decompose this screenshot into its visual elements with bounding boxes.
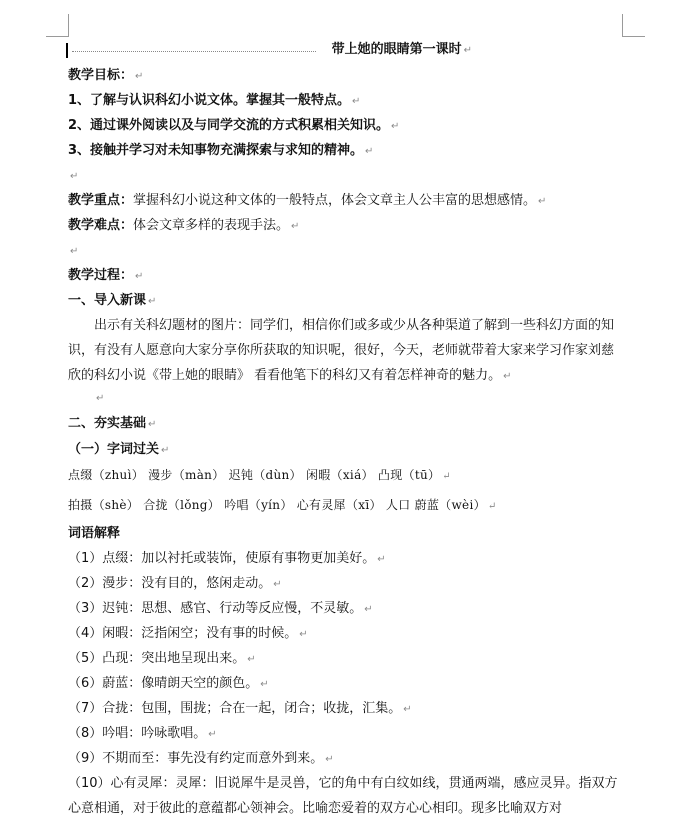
paragraph-mark-icon: ↵: [148, 419, 157, 430]
empty-paragraph: [68, 166, 78, 187]
paragraph-mark-icon: ↵: [377, 554, 386, 565]
paragraph-mark-icon: ↵: [463, 45, 472, 56]
margin-corner-top-left: [46, 14, 69, 37]
glossary-item: （2）漫步：没有目的，悠闲走动。 ↵: [68, 576, 282, 591]
paragraph-mark-icon: ↵: [365, 146, 374, 157]
subsection-heading: （一）字词过关 ↵: [68, 442, 170, 457]
paragraph-mark-icon: ↵: [325, 754, 334, 765]
objective-item: 2、通过课外阅读以及与同学交流的方式积累相关知识。 ↵: [68, 118, 400, 133]
paragraph-mark-icon: ↵: [403, 704, 412, 715]
empty-paragraph: [94, 388, 104, 409]
objective-item: 1、了解与认识科幻小说文体。掌握其一般特点。 ↵: [68, 93, 361, 108]
paragraph-mark-icon: ↵: [260, 679, 269, 690]
paragraph-mark-icon: ↵: [70, 246, 79, 257]
glossary-heading: 词语解释: [68, 526, 121, 541]
glossary-item: （10）心有灵犀：灵犀：旧说犀牛是灵兽，它的角中有白纹如线，贯通两端，感应灵异。指双方心意相通，对于彼此的意蕴都心领神会。比喻恋爱着的双方心心相印。现多比喻双方对: [68, 776, 618, 816]
paragraph-mark-icon: ↵: [208, 729, 217, 740]
paragraph-mark-icon: ↵: [487, 501, 497, 512]
paragraph-mark-icon: ↵: [391, 121, 400, 132]
paragraph-mark-icon: ↵: [135, 271, 144, 282]
objectives-heading: 教学目标： ↵: [68, 68, 144, 83]
glossary-item: （4）闲暇：泛指闲空；没有事的时候。 ↵: [68, 626, 308, 641]
section-heading: 一、导入新课 ↵: [68, 293, 157, 308]
paragraph-mark-icon: ↵: [364, 604, 373, 615]
glossary-item: （3）迟钝：思想、感官、行动等反应慢，不灵敏。 ↵: [68, 601, 373, 616]
paragraph-mark-icon: ↵: [352, 96, 361, 107]
glossary-item: （7）合拢：包围，围拢；合在一起，闭合；收拢，汇集。 ↵: [68, 701, 412, 716]
word-list-row: 点缀（zhuì） 漫步（màn） 迟钝（dùn） 闲暇（xiá） 凸现（tū） ↵: [68, 468, 451, 482]
paragraph-mark-icon: ↵: [299, 629, 308, 640]
paragraph-mark-icon: ↵: [442, 471, 451, 482]
paragraph-mark-icon: ↵: [273, 579, 282, 590]
paragraph-mark-icon: ↵: [70, 171, 79, 182]
key-point: 教学重点：掌握科幻小说这种文体的一般特点，体会文章主人公丰富的思想感情。 ↵: [68, 193, 547, 208]
paragraph-mark-icon: ↵: [135, 71, 144, 82]
paragraph-mark-icon: ↵: [247, 654, 256, 665]
process-heading: 教学过程： ↵: [68, 268, 144, 283]
glossary-item: （9）不期而至：事先没有约定而意外到来。 ↵: [68, 751, 334, 766]
difficult-point: 教学难点：体会文章多样的表现手法。 ↵: [68, 218, 300, 233]
paragraph-mark-icon: ↵: [503, 371, 512, 382]
paragraph-mark-icon: ↵: [291, 221, 300, 232]
paragraph-mark-icon: ↵: [538, 196, 547, 207]
margin-corner-top-right: [622, 14, 645, 37]
document-title: 带上她的眼睛第一课时 ↵: [331, 42, 472, 57]
glossary-item: （6）蔚蓝：像晴朗天空的颜色。 ↵: [68, 676, 269, 691]
section-heading: 二、夯实基础 ↵: [68, 416, 157, 431]
word-list-row: 拍摄（shè） 合拢（lǒng） 吟唱（yín） 心有灵犀（xī） 人口 蔚蓝（wèi） ↵: [68, 498, 497, 512]
glossary-item: （1）点缀：加以衬托或装饰，使原有事物更加美好。 ↵: [68, 551, 386, 566]
glossary-item: （5）凸现：突出地呈现出来。 ↵: [68, 651, 256, 666]
paragraph-mark-icon: ↵: [161, 445, 170, 456]
objective-item: 3、接触并学习对未知事物充满探索与求知的精神。 ↵: [68, 143, 374, 158]
paragraph-mark-icon: ↵: [96, 393, 105, 404]
glossary-item: （8）吟唱：吟咏歌唱。 ↵: [68, 726, 217, 741]
empty-paragraph: [68, 241, 78, 262]
title-leader-dots: [72, 51, 316, 52]
title-row: [66, 40, 476, 60]
paragraph-mark-icon: ↵: [148, 296, 157, 307]
text-cursor: [66, 43, 68, 58]
intro-paragraph: 出示有关科幻题材的图片：同学们，相信你们或多或少从各种渠道了解到一些科幻方面的知识，有没有人愿意向大家分享你所获取的知识呢，很好，今天，老师就带着大家来学习作家刘慈欣的科幻小说《带上她的眼睛》 看看他笔下的科幻又有着怎样神奇的魅力。 ↵: [68, 318, 615, 383]
